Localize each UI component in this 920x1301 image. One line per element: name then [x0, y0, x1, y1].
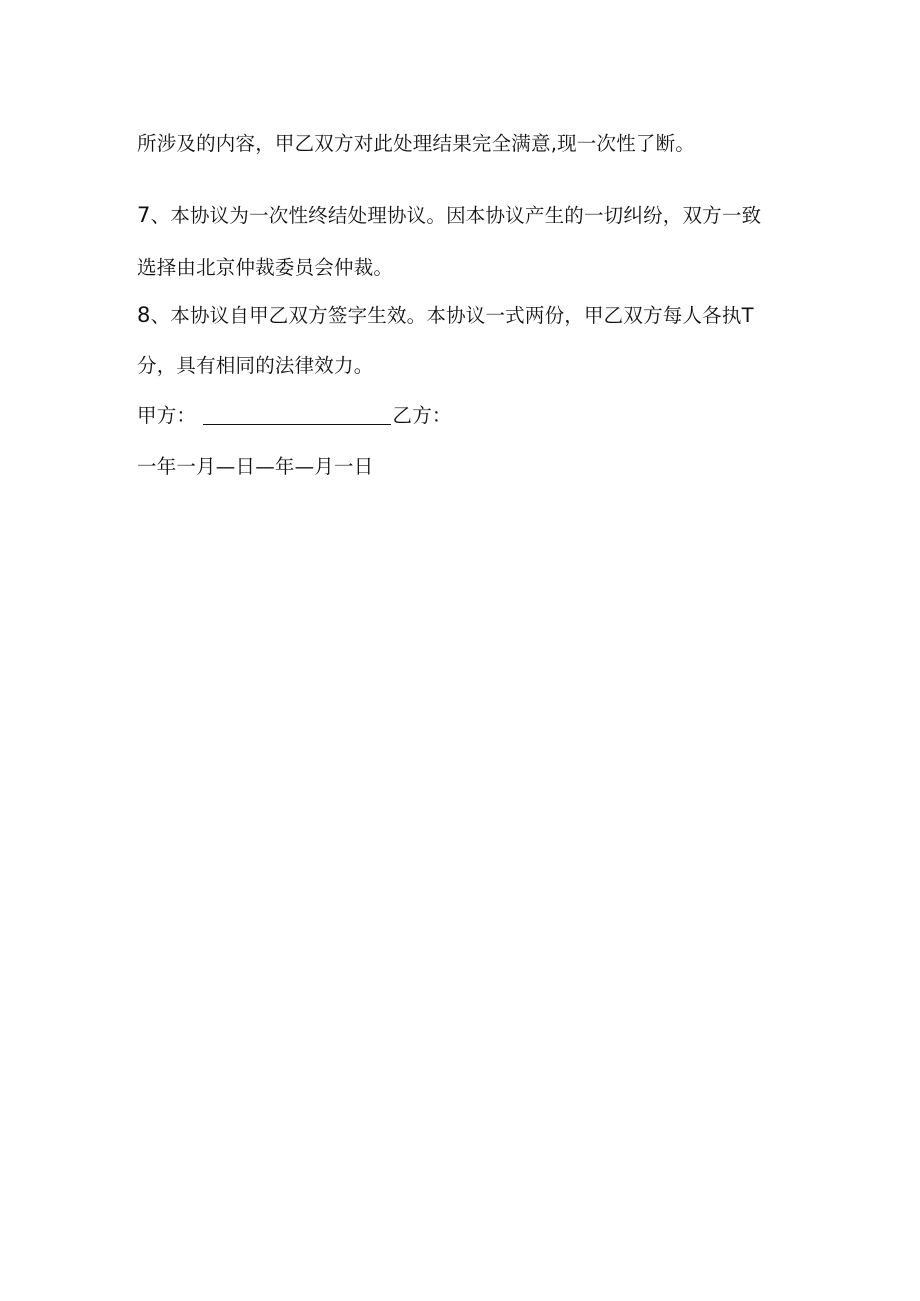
clause-7-text: 、本协议为一次性终结处理协议。因本协议产生的一切纠纷，双方一致: [150, 204, 762, 227]
clause-8-line-2: [137, 354, 373, 378]
paragraph-text: 所涉及的内容，甲乙双方对此处理结果完全满意,现一次性了断。: [137, 132, 695, 155]
clause-7-text-cont: 选择由北京仲裁委员会仲裁。: [137, 256, 394, 279]
clause-8-text: 、本协议自甲乙双方签字生效。本协议一式两份，甲乙双方每人各执T: [150, 304, 754, 327]
paragraph-continuation: [137, 132, 695, 156]
clause-7-line-1: [137, 203, 761, 228]
clause-8-text-cont: 分，具有相同的法律效力。: [137, 354, 374, 377]
party-a-signature-blank: [203, 404, 391, 425]
clause-8-line-1: [137, 303, 754, 328]
signature-line: [137, 404, 452, 428]
clause-7-number: 7: [137, 203, 151, 227]
party-a-label: 甲方：: [137, 404, 197, 427]
party-b-label: 乙方：: [392, 404, 452, 427]
clause-8-number: 8: [137, 303, 151, 327]
date-text: 一年一月—日—年—月一日: [137, 455, 374, 478]
date-line: [137, 455, 373, 479]
clause-7-line-2: [137, 256, 393, 280]
